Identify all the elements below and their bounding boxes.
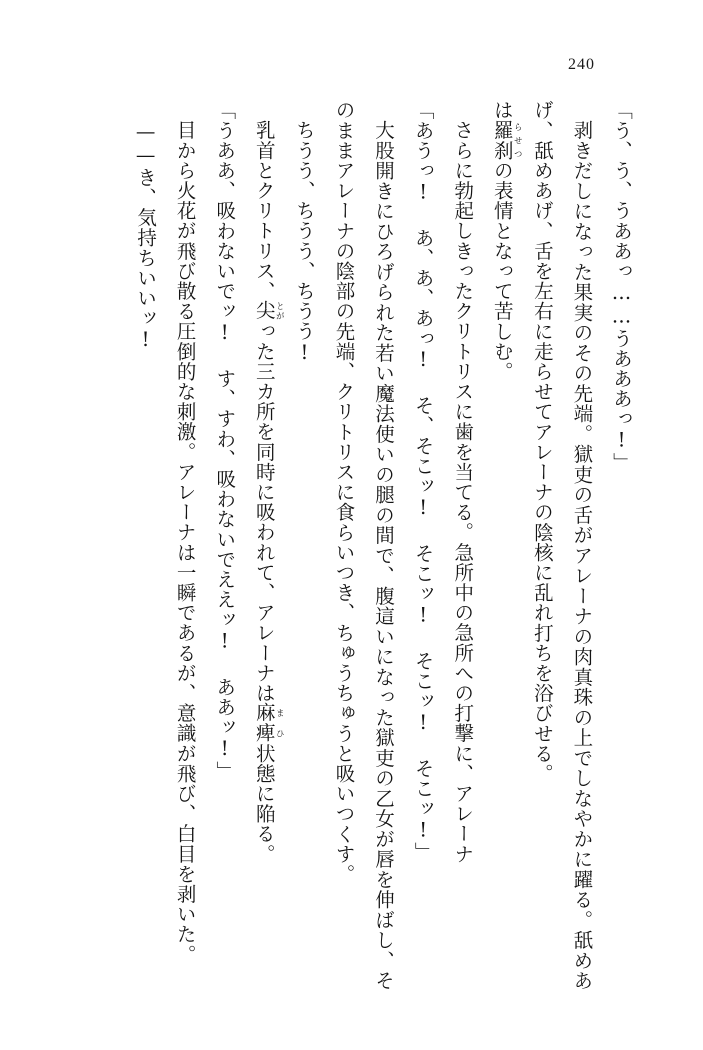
paragraph: 「あうっ! あ、あ、あっ! そ、そこッ! そこッ! そこッ! そこッ!」 [411, 100, 435, 863]
paragraph: 剥きだしになった果実のその先端。獄吏の舌がアレーナの肉真珠の上でしなやかに躍る。舐めあげ、舐めあげ、舌を左右に走らせてアレーナの陰核に乱れ打ちを浴びせる。 [530, 100, 594, 990]
paragraph: は羅刹らせつの表情となって苦しむ。 [490, 100, 523, 382]
paragraph: ちうう、ちうう、ちうう! [292, 119, 316, 365]
paragraph: 大股開きにひろげられた若い魔法使いの腿の間で、腹這いになった獄吏の乙女が唇を伸ばし、そのままアレーナの陰部の先端、クリトリスに食らいつき、ちゅうちゅうと吸いつくす。 [332, 100, 396, 990]
ruby-mahi: 麻痺まひ [252, 702, 285, 743]
ruby-togatta: 尖とが [252, 300, 285, 321]
ruby-rasetsu: 羅刹らせつ [490, 120, 523, 161]
paragraph: ——き、気持ちいいッ! [134, 119, 158, 352]
paragraph: さらに勃起しきったクリトリスに歯を当てる。急所中の急所への打撃に、アレーナ [451, 119, 475, 864]
paragraph: 乳首とクリトリス、尖とがった三カ所を同時に吸われて、アレーナは麻痺まひ状態に陥る。 [252, 119, 285, 864]
body-text-block [62, 100, 641, 990]
paragraph: 「うああ、吸わないでッ! す、すわ、吸わないでええッ! ああッ!」 [213, 100, 237, 781]
page-number: 240 [568, 56, 595, 73]
paragraph: 目から火花が飛び散る圧倒的な刺激。アレーナは一瞬であるが、意識が飛び、白目を剥いた。 [173, 119, 197, 964]
paragraph: 「う、う、うああっ……うあああっ!」 [610, 100, 633, 473]
